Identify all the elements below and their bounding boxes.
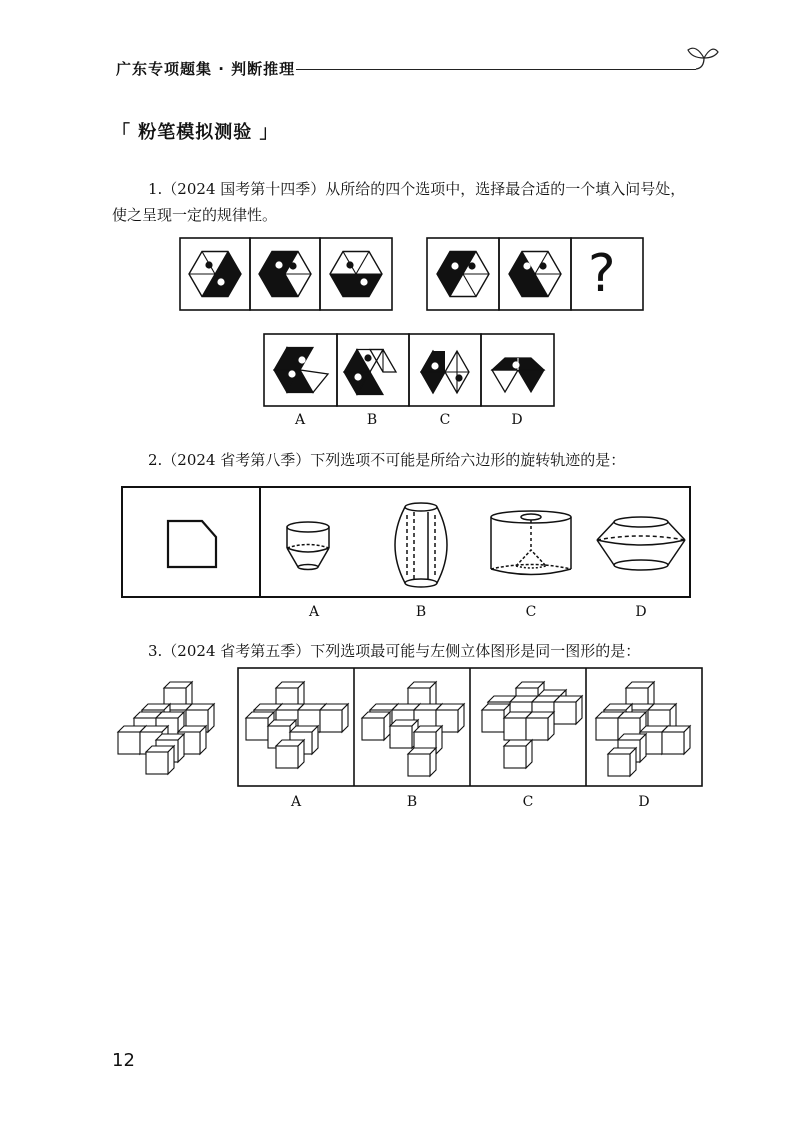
q3-label-b: B xyxy=(406,794,418,810)
q1-stem-line1: 1.（2024 国考第十四季）从所给的四个选项中，选择最合适的一个填入问号处， xyxy=(148,180,686,198)
q3-option-a-fig xyxy=(246,682,348,768)
q1-question-mark: ? xyxy=(588,244,616,304)
q3-given-figure xyxy=(118,682,214,774)
q1-label-d: D xyxy=(511,412,523,428)
q3-label-a: A xyxy=(290,794,302,810)
q1-label-c: C xyxy=(439,412,451,428)
q1-label-a: A xyxy=(294,412,306,428)
q1-stem-line2: 使之呈现一定的规律性。 xyxy=(112,206,278,224)
q3-stem: 3.（2024 省考第五季）下列选项最可能与左侧立体图形是同一图形的是： xyxy=(148,642,641,660)
q2-stem: 2.（2024 省考第八季）下列选项不可能是所给六边形的旋转轨迹的是： xyxy=(148,451,626,469)
q3-option-d-fig xyxy=(596,682,690,776)
q3-option-b-fig xyxy=(362,682,464,776)
q1-label-b: B xyxy=(366,412,378,428)
q2-label-d: D xyxy=(635,604,647,620)
q3-option-c-fig xyxy=(482,682,582,768)
section-title: 「 粉笔模拟测验 」 xyxy=(112,122,279,143)
q2-label-c: C xyxy=(525,604,537,620)
q3-label-d: D xyxy=(638,794,650,810)
q2-label-a: A xyxy=(308,604,320,620)
running-header: 广东专项题集 · 判断推理 xyxy=(116,60,296,78)
q2-label-b: B xyxy=(415,604,427,620)
page-number: 12 xyxy=(112,1050,135,1071)
q3-label-c: C xyxy=(522,794,534,810)
